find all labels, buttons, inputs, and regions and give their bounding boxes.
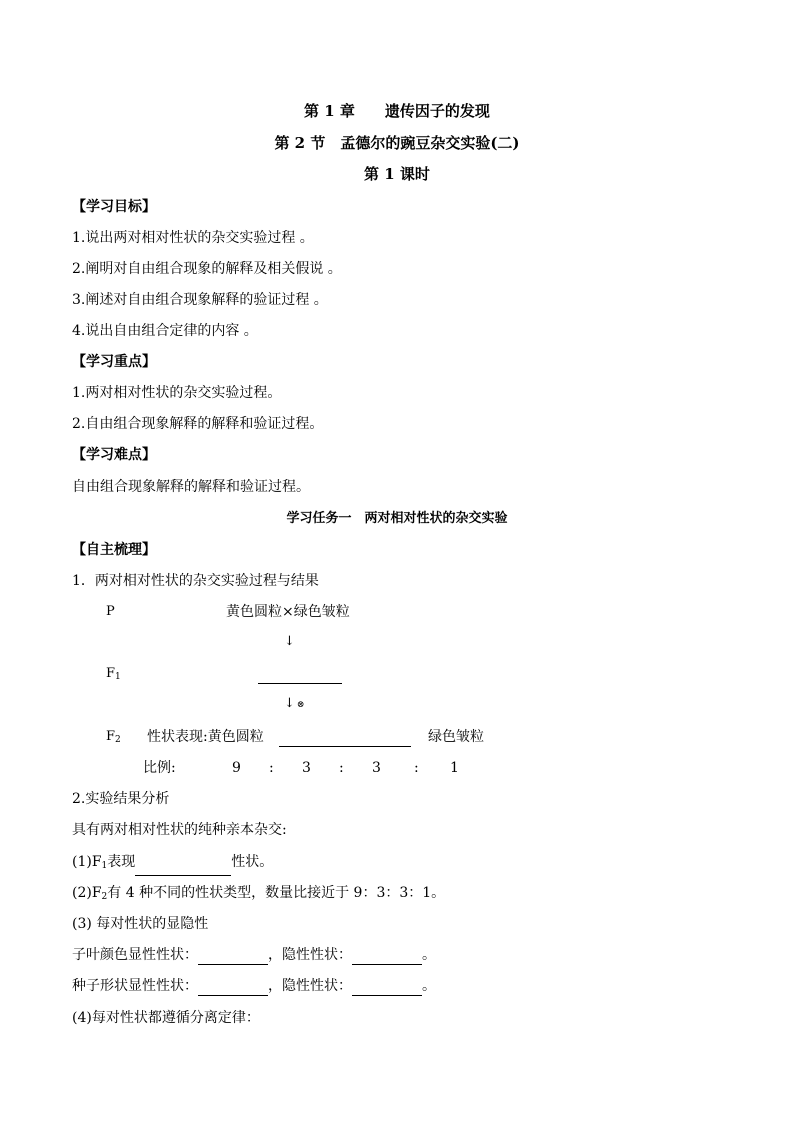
question-1: $(1)F_1$表现 性状。 [72, 852, 273, 876]
f1-blank[interactable] [258, 664, 342, 684]
key-point-item: 1.两对相对性状的杂交实验过程。 [72, 385, 282, 401]
f2-trait-label: 性状表现:黄色圆粒 [147, 729, 264, 745]
key-point-item: 2.自由组合现象解释的解释和验证过程。 [72, 416, 324, 432]
section-title: 第 2 节 孟德尔的豌豆杂交实验(二) [274, 134, 520, 152]
p-cross-text: 黄色圆粒×绿色皱粒 [226, 604, 350, 620]
chapter-title: 第 1 章 遗传因子的发现 [304, 102, 490, 120]
f1-phenotype-blank[interactable] [135, 859, 231, 876]
objectives-heading: 【学习目标】 [72, 199, 156, 215]
ratio-value: 3 [302, 760, 311, 776]
seed-shape-line: 种子形状显性性状： ，隐性性状： 。 [72, 978, 436, 994]
f1-generation-label: $F_1$ [106, 666, 121, 682]
objective-item: 1.说出两对相对性状的杂交实验过程 。 [72, 230, 314, 246]
ratio-value: 1 [450, 760, 459, 776]
seed-dominant-blank[interactable] [198, 979, 268, 996]
f2-generation-label: $F_2$ [106, 729, 121, 745]
cotyledon-dominant-blank[interactable] [198, 948, 268, 965]
difficulties-text: 自由组合现象解释的解释和验证过程。 [72, 479, 310, 495]
ratio-value: 9 [232, 760, 241, 776]
cotyledon-recessive-blank[interactable] [352, 948, 422, 965]
cross-process-item: 1．两对相对性状的杂交实验过程与结果 [72, 573, 319, 589]
seed-recessive-blank[interactable] [352, 979, 422, 996]
f2-blank[interactable] [279, 727, 411, 747]
selfing-arrow: ↓ ⊗ [284, 696, 305, 711]
question-3: (3) 每对性状的显隐性 [72, 916, 209, 932]
cotyledon-color-line: 子叶颜色显性性状： ，隐性性状： 。 [72, 947, 436, 963]
f2-green-wrinkled: 绿色皱粒 [428, 729, 484, 745]
ratio-label: 比例: [143, 760, 176, 776]
objective-item: 2.阐明对自由组合现象的解释及相关假说 。 [72, 261, 342, 277]
down-arrow: ↓ [284, 634, 295, 649]
question-4: (4)每对性状都遵循分离定律： [72, 1010, 260, 1026]
ratio-separator: : [414, 760, 419, 776]
question-2: $(2)F_2$有 4 种不同的性状类型，数量比接近于 9：3：3：1。 [72, 885, 446, 902]
task1-title: 学习任务一 两对相对性状的杂交实验 [286, 511, 508, 526]
analysis-intro: 具有两对相对性状的纯种亲本杂交: [72, 822, 287, 838]
ratio-separator: : [269, 760, 274, 776]
p-generation-label: P [106, 604, 115, 619]
ratio-separator: : [339, 760, 344, 776]
difficulties-heading: 【学习难点】 [72, 447, 156, 463]
objective-item: 4.说出自由组合定律的内容 。 [72, 323, 258, 339]
analysis-item: 2.实验结果分析 [72, 791, 170, 807]
lesson-title: 第 1 课时 [364, 165, 430, 183]
ratio-value: 3 [372, 760, 381, 776]
key-points-heading: 【学习重点】 [72, 354, 156, 370]
review-heading: 【自主梳理】 [72, 542, 156, 558]
objective-item: 3.阐述对自由组合现象解释的验证过程 。 [72, 292, 328, 308]
